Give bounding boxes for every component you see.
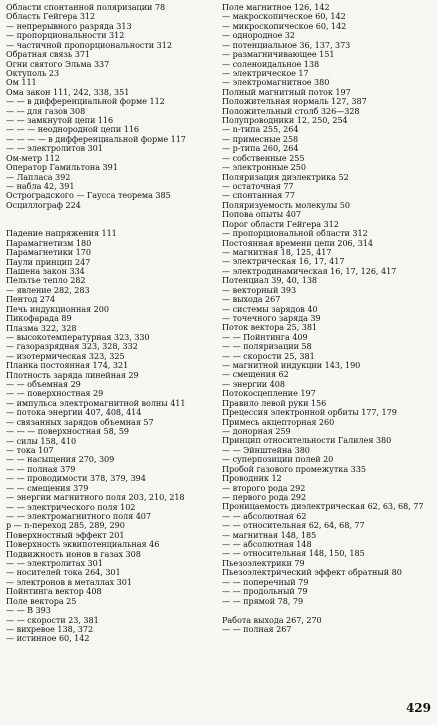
index-entry: — электронов в металлах 301 xyxy=(6,577,132,587)
index-entry: Остроградского — Гаусса теорема 385 xyxy=(6,191,171,201)
index-entry: Полупроводники 12, 250, 254 xyxy=(222,116,348,126)
index-entry: — размагничивающее 151 xyxy=(222,50,335,60)
index-entry: Ом 111 xyxy=(6,78,37,88)
index-entry: — частичной пропорциональности 312 xyxy=(6,40,172,50)
index-spacer xyxy=(222,606,432,616)
index-entry: Поток вектора 25, 381 xyxy=(222,323,318,333)
index-entry: Пашена закон 334 xyxy=(6,266,85,276)
index-entry: — импульса электромагнитной волны 411 xyxy=(6,398,186,408)
index-entry: Поверхностный эффект 201 xyxy=(6,530,125,540)
index-entry: — микроскопическое 60, 142 xyxy=(222,21,347,31)
index-entry: — энергии 408 xyxy=(222,379,285,389)
index-entry: Пельтье тепло 282 xyxy=(6,276,86,286)
index-entry: — соленоидальное 138 xyxy=(222,59,320,69)
index-entry: Область Гейгера 312 xyxy=(6,12,96,22)
index-entry: — связанных зарядов объемная 57 xyxy=(6,417,154,427)
index-entry: Плотность заряда линейная 29 xyxy=(6,370,139,380)
index-entry: — носителей тока 264, 301 xyxy=(6,568,121,578)
index-entry: Проводник 12 xyxy=(222,474,282,484)
index-entry: Осциллограф 224 xyxy=(6,200,81,210)
index-entry: — энергии магнитного поля 203, 210, 218 xyxy=(6,493,185,503)
index-entry: — — прямой 78, 79 xyxy=(222,596,304,606)
index-entry: Пикофарада 89 xyxy=(6,314,72,324)
index-entry: — Лапласа 392 xyxy=(6,172,71,182)
index-entry: — — замкнутой цепи 116 xyxy=(6,116,114,126)
index-entry: — набла 42, 391 xyxy=(6,182,75,192)
index-entry: — второго рода 292 xyxy=(222,483,306,493)
index-entry: Подвижность ионов в газах 308 xyxy=(6,549,141,559)
index-entry: — газоразрядная 323, 328, 332 xyxy=(6,342,138,352)
index-entry: — выхода 267 xyxy=(222,295,281,305)
index-entry: — вихревое 138, 372 xyxy=(6,625,94,634)
index-entry: — — — неоднородной цепи 116 xyxy=(6,125,140,135)
index-entry: Парамагнетики 170 xyxy=(6,248,91,258)
index-entry: Обратная связь 371 xyxy=(6,50,91,60)
index-entry: Поляризация диэлектрика 52 xyxy=(222,172,349,182)
index-entry: — — продольный 79 xyxy=(222,587,308,597)
index-entry: Пойнтинга вектор 408 xyxy=(6,587,102,597)
index-entry: — — полная 267 xyxy=(222,624,292,634)
index-entry: — — относительная 62, 64, 68, 77 xyxy=(222,521,365,531)
index-entry: — пропорциональной области 312 xyxy=(222,229,368,239)
index-entry: Правило левой руки 156 xyxy=(222,398,327,408)
index-entry: — тока 107 xyxy=(6,445,54,455)
index-entry: — собственные 255 xyxy=(222,153,305,163)
page-number: 429 xyxy=(405,701,431,715)
index-entry: — электрическая 16, 17, 417 xyxy=(222,257,345,267)
index-entry: Поверхность эквипотенциальная 46 xyxy=(6,540,160,550)
index-entry: Оператор Гамильтона 391 xyxy=(6,163,118,173)
index-entry: Огни святого Эльма 337 xyxy=(6,59,110,69)
index-entry: — n-типа 255, 264 xyxy=(222,125,299,135)
index-entry: — — поляризации 58 xyxy=(222,342,312,352)
index-entry: Ом-метр 112 xyxy=(6,153,60,163)
index-entry: — — электрического поля 102 xyxy=(6,502,136,512)
index-entry: — векторный 393 xyxy=(222,285,297,295)
index-entry: — изотермическая 323, 325 xyxy=(6,351,125,361)
index-entry: — непрерывного разряда 313 xyxy=(6,21,132,31)
index-entry: Плазма 322, 328 xyxy=(6,323,77,333)
index-entry: — — относительная 148, 150, 185 xyxy=(222,549,365,559)
index-entry: — остаточная 77 xyxy=(222,182,294,192)
index-entry: — — насыщения 270, 309 xyxy=(6,455,115,465)
index-entry: — примесные 258 xyxy=(222,134,299,144)
index-entry: — первого рода 292 xyxy=(222,492,307,502)
index-left-column xyxy=(6,3,216,644)
index-entry: — истинное 60, 142 xyxy=(6,634,90,644)
index-entry: Пробой газового промежутка 335 xyxy=(222,464,366,474)
index-entry: — силы 158, 410 xyxy=(6,436,77,446)
index-entry: — донорная 259 xyxy=(222,426,291,436)
index-entry: — потока энергии 407, 408, 414 xyxy=(6,408,142,418)
index-entry: — p-типа 260, 264 xyxy=(222,144,299,154)
index-entry: — магнитной индукции 143, 190 xyxy=(222,361,361,371)
index-entry: Пьезоэлектрический эффект обратный 80 xyxy=(222,568,402,578)
index-entry: — смещения 62 xyxy=(222,370,289,380)
index-entry: Работа выхода 267, 270 xyxy=(222,615,322,625)
index-entry: — — для газов 308 xyxy=(6,106,86,116)
index-entry: Печь индукционная 200 xyxy=(6,304,109,314)
index-spacer xyxy=(6,210,216,220)
index-entry: Поле вектора 25 xyxy=(6,596,77,606)
index-entry: — суперпозиции полей 20 xyxy=(222,455,334,465)
index-entry: — — полная 379 xyxy=(6,464,76,474)
index-entry: — — — — в дифференциальной форме 117 xyxy=(6,134,186,144)
index-entry: — — скорости 25, 381 xyxy=(222,351,315,361)
index-entry: Потенциал 39, 40, 138 xyxy=(222,276,318,286)
index-entry: — спонтанная 77 xyxy=(222,191,296,201)
index-entry: Ома закон 111, 242, 338, 351 xyxy=(6,87,130,97)
index-entry: Пьезоэлектрики 79 xyxy=(222,558,305,568)
index-entry: — — в дифференциальной форме 112 xyxy=(6,97,165,107)
index-entry: — магнитная 148, 185 xyxy=(222,530,317,540)
index-entry: Проницаемость диэлектрическая 62, 63, 68, 77 xyxy=(222,502,424,512)
index-entry: — точечного заряда 39 xyxy=(222,313,321,323)
index-entry: — — электролитах 301 xyxy=(6,559,103,569)
index-entry: Порог области Гейгера 312 xyxy=(222,219,339,229)
index-entry: Поле магнитное 126, 142 xyxy=(222,3,330,12)
index-right-column xyxy=(222,3,432,634)
index-entry: Принцип относительности Галилея 380 xyxy=(222,436,392,446)
index-entry: — явление 282, 283 xyxy=(6,285,90,295)
index-entry: — электрическое 17 xyxy=(222,68,309,78)
index-entry: — — — поверхностная 58, 59 xyxy=(6,427,129,437)
index-entry: — однородное 32 xyxy=(222,31,296,41)
index-entry: — — абсолютная 62 xyxy=(222,511,307,521)
index-entry: Прецессия электронной орбиты 177, 179 xyxy=(222,408,397,418)
index-entry: — — B 393 xyxy=(6,606,51,616)
index-entry: Области спонтанной поляризации 78 xyxy=(6,3,166,12)
index-entry: Положительный столб 326—328 xyxy=(222,106,360,116)
index-entry: Падение напряжения 111 xyxy=(6,229,117,239)
index-entry: — — скорости 23, 381 xyxy=(6,615,99,625)
index-entry: — — объемная 29 xyxy=(6,380,81,390)
index-entry: — потенциальное 36, 137, 373 xyxy=(222,40,351,50)
index-entry: — — электролитов 301 xyxy=(6,144,103,154)
index-entry: Примесь акцепторная 260 xyxy=(222,417,335,427)
index-entry: — системы зарядов 40 xyxy=(222,304,318,314)
index-entry: Паули принцип 247 xyxy=(6,257,91,267)
index-entry: — — поперечный 79 xyxy=(222,577,309,587)
index-entry: — электродинамическая 16, 17, 126, 417 xyxy=(222,266,397,276)
index-entry: Полный магнитный поток 197 xyxy=(222,87,351,97)
index-entry: Попова опыты 407 xyxy=(222,210,302,220)
index-entry: Потокосцепление 197 xyxy=(222,389,316,399)
index-entry: — — электромагнитного поля 407 xyxy=(6,511,152,521)
index-entry: — — абсолютная 148 xyxy=(222,540,312,550)
index-entry: — — смещения 379 xyxy=(6,483,89,493)
index-entry: Парамагнетизм 180 xyxy=(6,238,92,248)
index-entry: — — поверхностная 29 xyxy=(6,389,104,399)
index-entry: — магнитная 18, 125, 417 xyxy=(222,247,332,257)
index-entry: Октуполь 23 xyxy=(6,68,60,78)
index-entry: Положительная нормаль 127, 387 xyxy=(222,97,367,107)
index-entry: p — n-переход 285, 289, 290 xyxy=(6,521,125,531)
index-entry: — — Эйнштейна 380 xyxy=(222,445,310,455)
index-spacer xyxy=(6,220,216,230)
index-entry: — электронные 250 xyxy=(222,163,306,173)
index-entry: Пентод 274 xyxy=(6,295,56,305)
index-entry: — — Пойнтинга 409 xyxy=(222,332,308,342)
index-entry: Постоянная времени цепи 206, 314 xyxy=(222,238,373,248)
index-entry: Планка постоянная 174, 321 xyxy=(6,361,129,371)
index-entry: — — проводимости 378, 379, 394 xyxy=(6,474,146,484)
index-entry: Поляризуемость молекулы 50 xyxy=(222,200,350,210)
index-entry: — высокотемпературная 323, 330 xyxy=(6,332,150,342)
index-entry: — пропорциональности 312 xyxy=(6,31,125,41)
index-entry: — макроскопическое 60, 142 xyxy=(222,12,346,22)
index-entry: — электромагнитное 380 xyxy=(222,78,330,88)
